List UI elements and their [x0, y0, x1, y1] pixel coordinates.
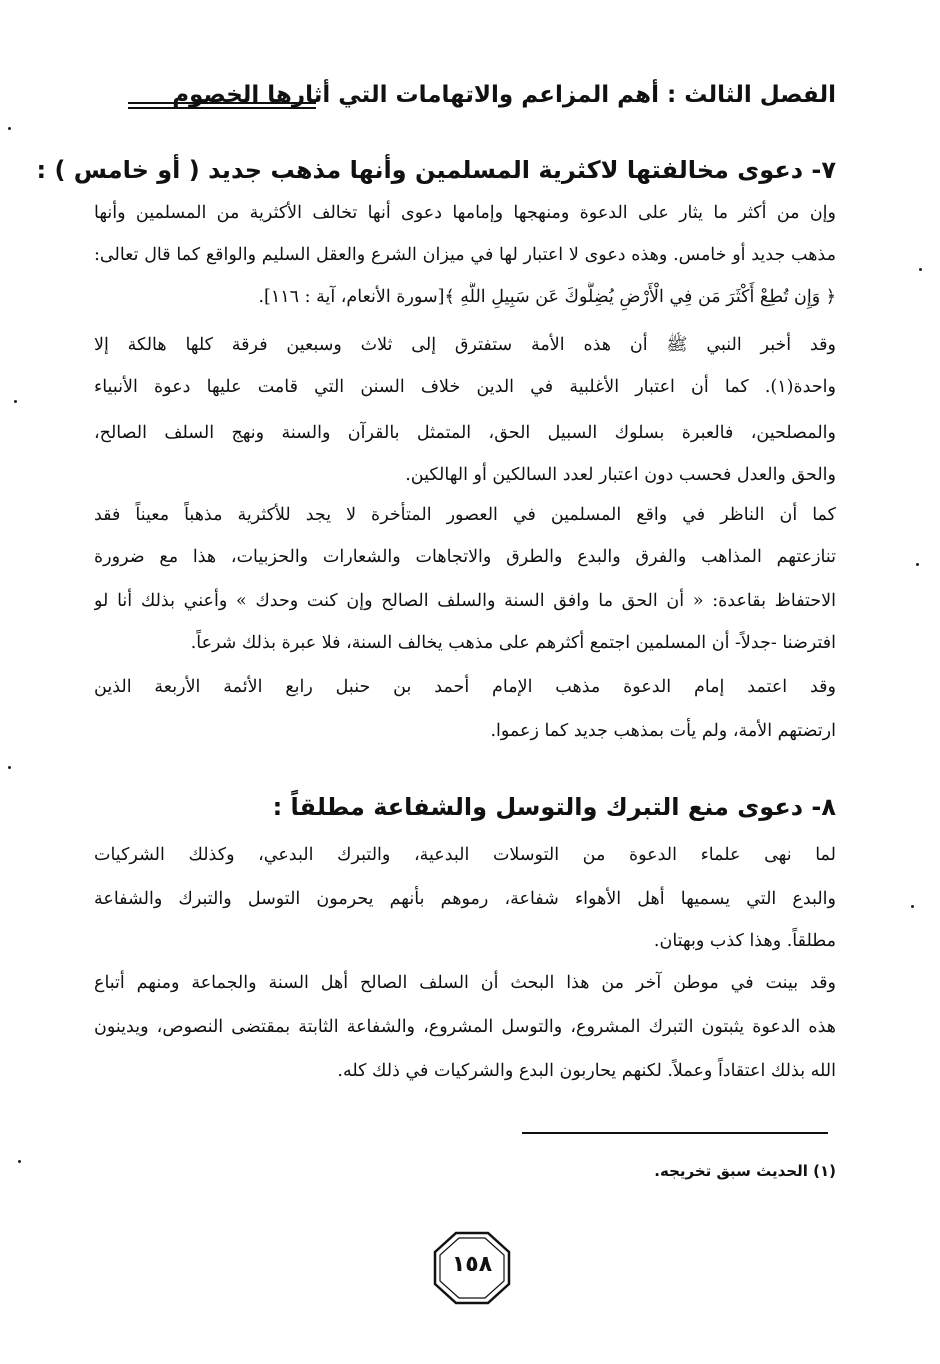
header-rule: [128, 102, 316, 109]
scan-speck: [919, 268, 922, 271]
paragraph-line: وقد اعتمد إمام الدعوة مذهب الإمام أحمد بن حنبل رابع الأئمة الأربعة الذين: [94, 677, 836, 697]
paragraph-line: مذهب جديد أو خامس. وهذه دعوى لا اعتبار لها في ميزان الشرع والعقل السليم والواقع كما قال تعالى:: [94, 245, 836, 265]
paragraph-line: لما نهى علماء الدعوة من التوسلات البدعية، والتبرك البدعي، وكذلك الشركيات: [94, 845, 836, 865]
paragraph-line: هذه الدعوة يثبتون التبرك المشروع، والتوسل المشروع، والشفاعة الثابتة بمقتضى النصوص، ويدينون: [94, 1017, 836, 1037]
chapter-title: الفصل الثالث : أهم المزاعم والاتهامات التي أثارها الخصوم: [172, 82, 836, 108]
section-8-heading: ٨- دعوى منع التبرك والتوسل والشفاعة مطلقاً :: [272, 793, 836, 821]
paragraph-line: وإن من أكثر ما يثار على الدعوة ومنهجها وإمامها دعوى أنها تخالف الأكثرية من المسلمين وأنها: [94, 203, 836, 223]
page-number: ١٥٨: [451, 1252, 493, 1277]
scan-speck: [8, 127, 11, 130]
paragraph-line: وقد بينت في موطن آخر من هذا البحث أن السلف الصالح أهل السنة والجماعة ومنهم أتباع: [94, 973, 836, 993]
paragraph-line: مطلقاً. وهذا كذب وبهتان.: [653, 931, 836, 951]
paragraph-line: الله بذلك اعتقاداً وعملاً. لكنهم يحاربون البدع والشركيات في ذلك كله.: [337, 1061, 836, 1081]
running-header: [120, 78, 836, 122]
section-7-heading: ٧- دعوى مخالفتها لاكثرية المسلمين وأنها مذهب جديد ( أو خامس ) :: [36, 156, 836, 184]
footnote-rule: [522, 1132, 828, 1134]
paragraph-line: والمصلحين، فالعبرة بسلوك السبيل الحق، المتمثل بالقرآن والسنة ونهج السلف الصالح،: [94, 423, 836, 443]
scan-speck: [18, 1160, 21, 1163]
paragraph-line: تنازعتهم المذاهب والفرق والبدع والطرق والاتجاهات والشعارات والحزبيات، هذا مع ضرورة: [94, 547, 836, 567]
paragraph-line: افترضنا -جدلاً- أن المسلمين اجتمع أكثرهم على مذهب يخالف السنة، فلا عبرة بذلك شرعاً.: [190, 633, 836, 653]
paragraph-line: والحق والعدل فحسب دون اعتبار لعدد السالكين أو الهالكين.: [405, 465, 836, 485]
scan-speck: [916, 563, 919, 566]
quran-verse-line: ﴿ وَإِن تُطِعْ أَكْثَرَ مَن فِي الْأَرْضِ يُضِلُّوكَ عَن سَبِيلِ اللَّهِ ﴾[سورة الأنعام، آية : ١١٦].: [258, 287, 836, 307]
footnote: (١) الحديث سبق تخريجه.: [654, 1162, 836, 1180]
paragraph-line: وقد أخبر النبي ﷺ أن هذه الأمة ستفترق إلى ثلاث وسبعين فرقة كلها هالكة إلا: [94, 335, 836, 355]
paragraph-line: والبدع التي يسميها أهل الأهواء شفاعة، رموهم بأنهم يحرمون التوسل والتبرك والشفاعة: [94, 889, 836, 909]
paragraph-line: كما أن الناظر في واقع المسلمين في العصور المتأخرة لا يجد للأكثرية مذهباً معيناً فقد: [94, 505, 836, 525]
scan-speck: [8, 766, 11, 769]
scan-speck: [14, 400, 17, 403]
paragraph-line: ارتضتهم الأمة، ولم يأت بمذهب جديد كما زعموا.: [490, 721, 836, 741]
paragraph-line: الاحتفاظ بقاعدة: « أن الحق ما وافق السنة والسلف الصالح وإن كنت وحدك » وأعني بذلك أنا لو: [94, 591, 836, 611]
paragraph-line: واحدة(١). كما أن اعتبار الأغلبية في الدين خلاف السنن التي قامت عليها دعوة الأنبياء: [94, 377, 836, 397]
page-number-badge: [432, 1230, 512, 1306]
scan-speck: [911, 905, 914, 908]
